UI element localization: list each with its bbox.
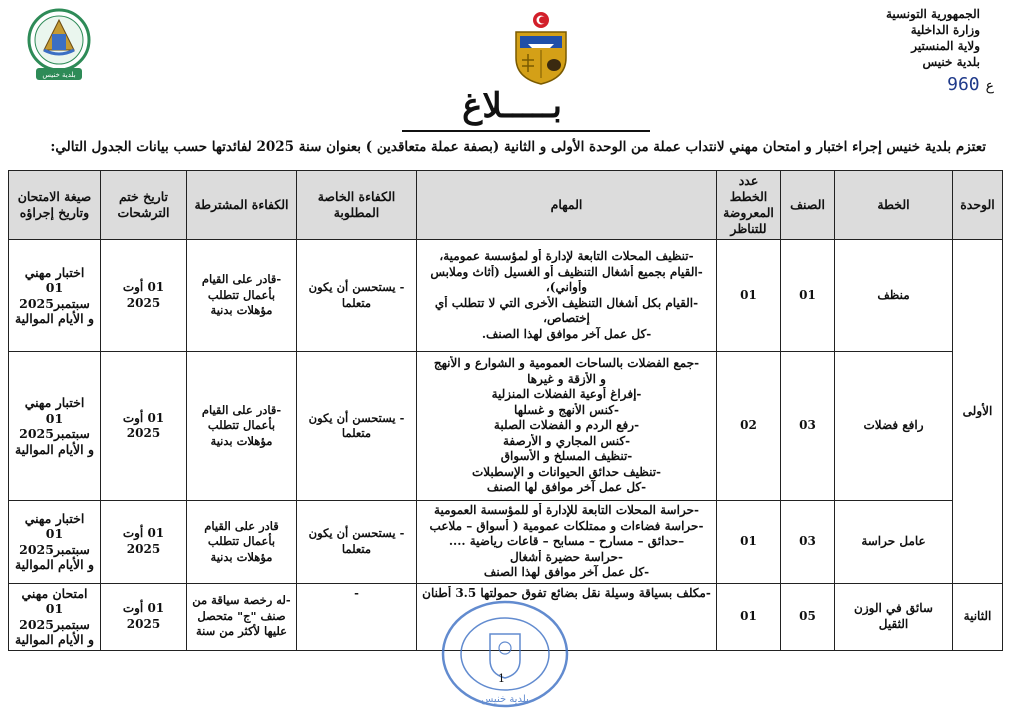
document-title: بـــــلاغ [462, 86, 562, 126]
issuer-header [810, 6, 980, 70]
deadline-cell: 01 أوت 2025 [101, 352, 187, 501]
stamp-text: بلدية خنيس [481, 694, 529, 705]
tasks-cell [417, 352, 717, 501]
exam-cell [9, 352, 101, 501]
task-line: -حراسة المحلات التابعة للإدارة أو للمؤسسة العمومية [434, 503, 699, 517]
page-number: 1 [498, 672, 505, 685]
exam-cell [9, 501, 101, 584]
task-line: –حدائق – مسارح – مسابح – قاعات رياضية .... [448, 534, 685, 548]
grade-cell: 03 [781, 501, 835, 584]
reference-number: 960 [947, 74, 980, 95]
header-exam: صيغة الامتحان وتاريخ إجراؤه [9, 171, 101, 240]
deadline-cell: 01 أوت 2025 [101, 501, 187, 584]
municipality-logo-icon [22, 6, 96, 84]
exam-date: 01 سبتمبر2025 [19, 526, 90, 557]
task-line: -كل عمل آخر موافق لهذا الصنف. [481, 326, 652, 341]
special-skill-cell: - يستحسن أن يكون متعلما [297, 501, 417, 584]
header-grade: الصنف [781, 171, 835, 240]
header-line: ولاية المنستير [911, 39, 980, 53]
exam-date: 01 سبتمبر2025 [19, 410, 90, 441]
task-line: -تنظيف المحلات التابعة لإدارة أو لمؤسسة عمومية، [439, 249, 694, 263]
grade-cell: 05 [781, 583, 835, 650]
special-skill-cell: - يستحسن أن يكون متعلما [297, 240, 417, 352]
coat-of-arms-icon [510, 10, 572, 86]
exam-after: و الأيام الموالية [14, 441, 95, 457]
tasks-cell [417, 501, 717, 584]
deadline-cell: 01 أوت 2025 [101, 583, 187, 650]
task-line: إختصاص، [543, 311, 590, 325]
common-skill-cell: قادر على القيام بأعمال تتطلب مؤهلات بدنية [187, 501, 297, 584]
exam-after: و الأيام الموالية [14, 632, 95, 647]
count-cell: 01 [717, 501, 781, 584]
task-line: -تنظيف حدائق الحيوانات و الإسطبلات [471, 464, 662, 479]
table-header-row [9, 171, 1003, 240]
reference-prefix: ع [985, 78, 994, 94]
task-line: -حراسة حضيرة أشغال [509, 549, 624, 564]
common-skill-cell: -له رخصة سياقة من صنف "ج" متحصل عليها لأكثر من سنة [187, 583, 297, 650]
common-skill-cell: -قادر على القيام بأعمال تتطلب مؤهلات بدنية [187, 240, 297, 352]
plan-cell: سائق في الوزن الثقيل [835, 583, 953, 650]
table-row [9, 240, 1003, 352]
unit-cell: الأولى [953, 240, 1003, 584]
task-line: -حراسة فضاءات و ممتلكات عمومية ( أسواق – ملاعب [429, 518, 704, 533]
count-cell: 01 [717, 240, 781, 352]
task-line: -جمع الفضلات بالساحات العمومية و الشوارع و الأنهج [433, 356, 700, 371]
plan-cell: عامل حراسة [835, 501, 953, 584]
task-line: -كل عمل آخر موافق لهذا الصنف [483, 565, 650, 579]
task-line: -رفع الردم و الفضلات الصلبة [493, 418, 640, 433]
header-tasks: المهام [417, 171, 717, 240]
exam-title: اختبار مهني [24, 264, 85, 280]
exam-cell [9, 240, 101, 352]
plan-cell: رافع فضلات [835, 352, 953, 501]
task-line: وأواني)، [545, 280, 588, 294]
tasks-cell [417, 240, 717, 352]
table-row [9, 501, 1003, 584]
exam-after: و الأيام الموالية [14, 557, 95, 573]
grade-cell: 03 [781, 352, 835, 501]
special-skill-cell: - [297, 583, 417, 650]
intro-paragraph: تعتزم بلدية خنيس إجراء اختبار و امتحان مهني لانتداب عملة من الوحدة الأولى و الثانية (بصفة عملة متعاقدين ) بعنوان سنة 2025 لفائدتها حسب بيانات الجدول التالي: [50, 139, 986, 155]
deadline-cell: 01 أوت 2025 [101, 240, 187, 352]
task-line: -القيام بكل أشغال التنظيف الأخرى التي لا تتطلب أي [434, 295, 699, 310]
header-special-skill: الكفاءة الخاصة المطلوبة [297, 171, 417, 240]
municipal-stamp-icon [438, 598, 572, 710]
exam-date: 01 سبتمبر2025 [19, 601, 90, 632]
exam-title: اختبار مهني [24, 395, 85, 410]
header-unit: الوحدة [953, 171, 1003, 240]
task-line: -كنس المجاري و الأرصفة [502, 433, 631, 448]
task-line: -إفراغ أوعية الفضلات المنزلية [491, 387, 642, 402]
title-underline [402, 130, 650, 132]
header-count: عدد الخطط المعروضة للتناظر [717, 171, 781, 240]
exam-date: 01 سبتمبر2025 [19, 280, 90, 311]
count-cell: 01 [717, 583, 781, 650]
exam-after: و الأيام الموالية [14, 311, 95, 326]
plan-cell: منظف [835, 240, 953, 352]
logo-caption: بلدية خنيس [42, 71, 76, 79]
task-line: و الأزقة و غيرها [527, 371, 606, 386]
header-line: الجمهورية التونسية [885, 7, 980, 21]
recruitment-table [8, 170, 1003, 651]
header-plan: الخطة [835, 171, 953, 240]
exam-title: امتحان مهني [21, 585, 88, 601]
common-skill-cell: -قادر على القيام بأعمال تتطلب مؤهلات بدنية [187, 352, 297, 501]
task-line: -كنس الأنهج و غسلها [514, 402, 619, 417]
header-deadline: تاريخ ختم الترشحات [101, 171, 187, 240]
exam-cell [9, 583, 101, 650]
task-line: -مكلف بسياقة وسيلة نقل بضائع تفوق حمولتها 3.5 أطنان [422, 585, 711, 600]
unit-cell: الثانية [953, 583, 1003, 650]
special-skill-cell: - يستحسن أن يكون متعلما [297, 352, 417, 501]
task-line: -القيام بجميع أشغال التنظيف أو الغسيل (أثاث وملابس [430, 264, 703, 279]
task-line: -تنظيف المسلخ و الأسواق [500, 449, 633, 464]
header-line: بلدية خنيس [922, 55, 980, 69]
exam-title: اختبار مهني [24, 510, 85, 526]
header-common-skill: الكفاءة المشترطة [187, 171, 297, 240]
grade-cell: 01 [781, 240, 835, 352]
count-cell: 02 [717, 352, 781, 501]
header-line: وزارة الداخلية [910, 23, 980, 37]
table-row [9, 352, 1003, 501]
task-line: -كل عمل آخر موافق لها الصنف [486, 480, 647, 495]
